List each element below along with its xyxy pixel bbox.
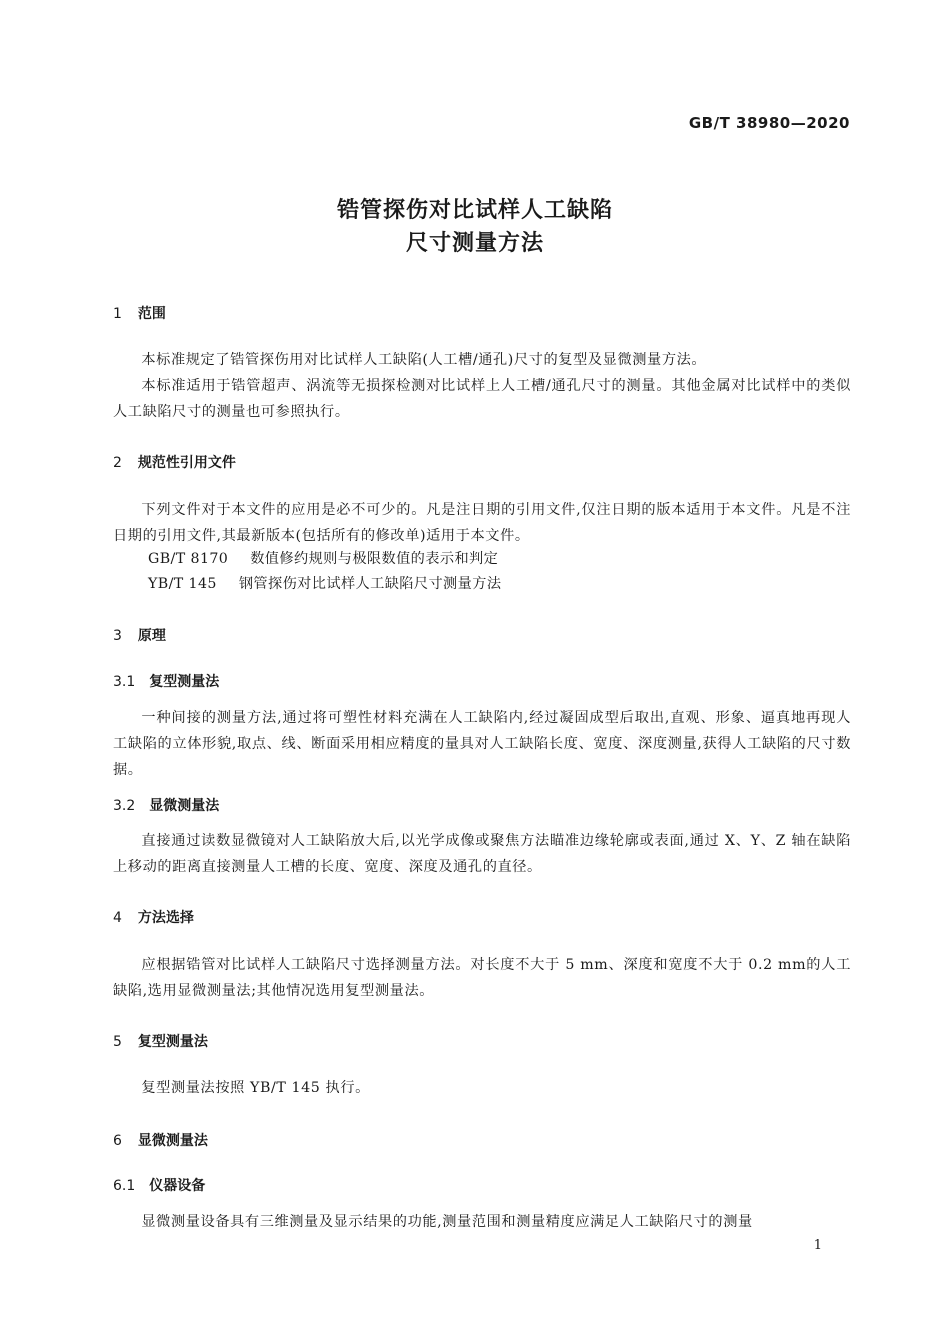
section-number: 6 [113,1133,122,1149]
section-3-2-paragraph: 直接通过读数显微镜对人工缺陷放大后,以光学成像或聚焦方法瞄准边缘轮廓或表面,通过 X、Y、Z 轴在缺陷上移动的距离直接测量人工槽的长度、宽度、深度及通孔的直径。 [113,833,851,875]
section-title: 范围 [137,306,166,322]
page-number: 1 [813,1238,822,1253]
section-6-1-paragraph: 显微测量设备具有三维测量及显示结果的功能,测量范围和测量精度应满足人工缺陷尺寸的测量 [141,1214,753,1230]
section-5-heading [113,1031,208,1051]
section-1-paragraph-1: 本标准规定了锆管探伤用对比试样人工缺陷(人工槽/通孔)尺寸的复型及显微测量方法。 [141,352,707,368]
title-line-1: 锆管探伤对比试样人工缺陷 [336,198,613,223]
section-title: 原理 [137,628,166,644]
section-2-paragraph-1: 下列文件对于本文件的应用是必不可少的。凡是注日期的引用文件,仅注日期的版本适用于本文件。凡是不注日期的引用文件,其最新版本(包括所有的修改单)适用于本文件。 [113,502,851,544]
section-number: 3.1 [113,674,136,690]
section-1-paragraph-2: 本标准适用于锆管超声、涡流等无损探检测对比试样上人工槽/通孔尺寸的测量。其他金属对比试样中的类似人工缺陷尺寸的测量也可参照执行。 [113,378,851,420]
document-title [0,194,950,260]
section-number: 3.2 [113,798,136,814]
section-number: 4 [113,910,122,926]
section-title: 方法选择 [137,910,194,926]
standard-number: GB/T 38980—2020 [688,114,850,132]
section-5-paragraph: 复型测量法按照 YB/T 145 执行。 [141,1080,370,1096]
section-3-1-heading [113,671,219,691]
section-number: 5 [113,1034,122,1050]
section-6-1-heading [113,1175,205,1195]
section-number: 6.1 [113,1178,136,1194]
section-4-paragraph: 应根据锆管对比试样人工缺陷尺寸选择测量方法。对长度不大于 5 mm、深度和宽度不大于 0.2 mm的人工缺陷,选用显微测量法;其他情况选用复型测量法。 [113,957,851,999]
section-2-heading [113,452,236,472]
normative-reference [148,546,498,572]
section-6-heading [113,1130,208,1150]
reference-code: GB/T 8170 [148,551,229,567]
section-3-2-heading [113,795,219,815]
section-title: 仪器设备 [149,1178,206,1194]
reference-title: 钢管探伤对比试样人工缺陷尺寸测量方法 [238,576,502,592]
reference-title: 数值修约规则与极限数值的表示和判定 [250,551,499,567]
section-title: 复型测量法 [149,674,220,690]
reference-code: YB/T 145 [148,576,217,592]
section-title: 显微测量法 [137,1133,208,1149]
normative-reference [148,571,501,597]
title-line-2: 尺寸测量方法 [405,231,544,256]
section-title: 显微测量法 [149,798,220,814]
section-title: 规范性引用文件 [137,455,236,471]
section-1-heading [113,303,166,323]
section-number: 3 [113,628,122,644]
section-4-heading [113,907,194,927]
section-3-1-paragraph: 一种间接的测量方法,通过将可塑性材料充满在人工缺陷内,经过凝固成型后取出,直观、形象、逼真地再现人工缺陷的立体形貌,取点、线、断面采用相应精度的量具对人工缺陷长度、宽度、深度测量,获得人工缺陷的尺寸数据。 [113,710,851,778]
section-3-heading [113,625,166,645]
section-number: 1 [113,306,122,322]
section-number: 2 [113,455,122,471]
section-title: 复型测量法 [137,1034,208,1050]
